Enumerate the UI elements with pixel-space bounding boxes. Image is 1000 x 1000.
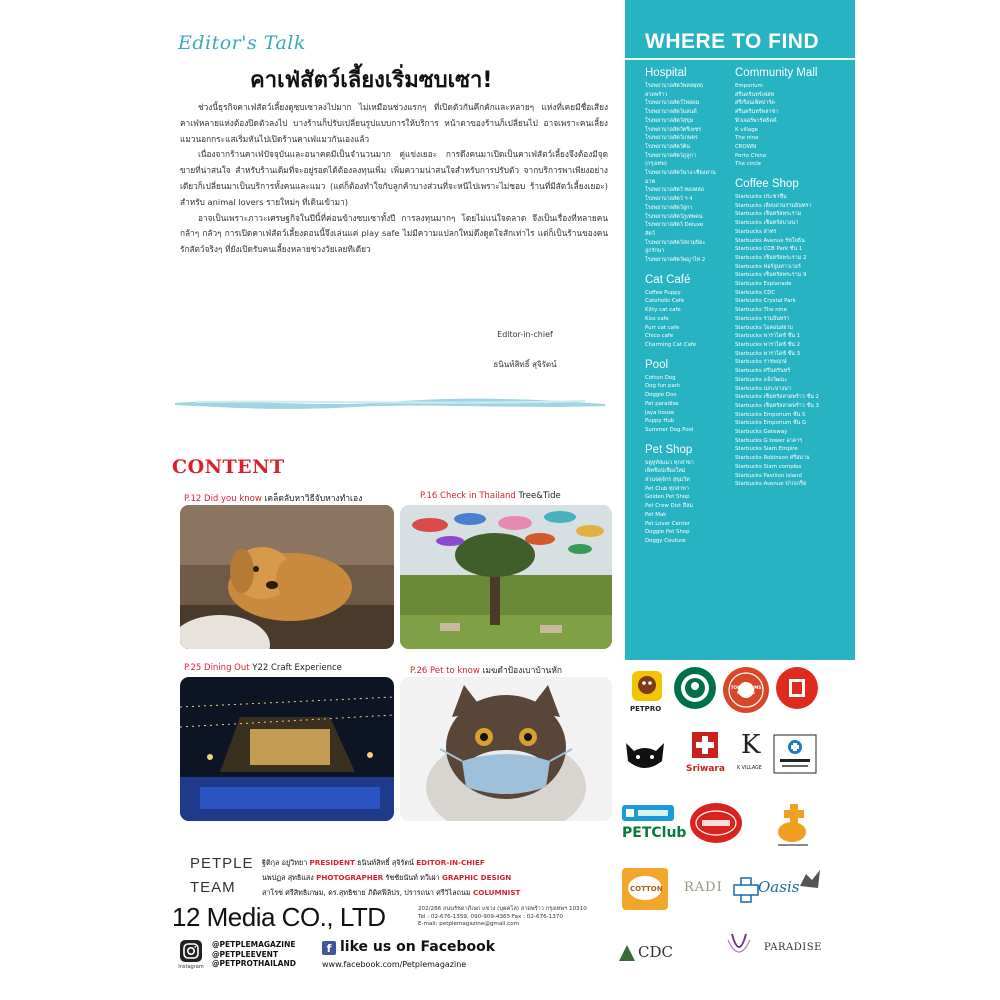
- umbrella-garden-photo[interactable]: [400, 505, 612, 649]
- location-item: Pet Mak: [645, 511, 667, 518]
- location-item: Doggie Doo: [645, 392, 677, 399]
- k-village-logo: [733, 730, 771, 778]
- location-item: Starbucks เซ็นทรัลพระราม 2: [735, 254, 807, 261]
- location-item: โรงพยาบาลสัตว์ตรีเพชร: [645, 126, 702, 133]
- pet-shop-list: [645, 459, 731, 546]
- team-line: [262, 885, 622, 900]
- location-item: Starbucks พาราไดซ์ ชั้น 2: [735, 341, 801, 348]
- location-item: (กรุงเทพ): [645, 161, 667, 168]
- dog-photo[interactable]: [180, 505, 394, 649]
- location-item: Starbucks เมกะบางนา: [735, 385, 791, 392]
- cotton-logo: [622, 868, 668, 910]
- location-item: Starbucks เซ็นทรัลลาดพร้าว ชั้น 3: [735, 402, 819, 409]
- location-item: Starbucks Esplanade: [735, 281, 792, 288]
- pool-heading: Pool: [645, 358, 669, 371]
- k-village-mark: K: [741, 730, 761, 760]
- cat-mask-photo[interactable]: [400, 677, 612, 821]
- location-item: Cotton Dog: [645, 374, 676, 381]
- instagram-handle[interactable]: @PETPLEEVENT: [212, 949, 279, 959]
- cdc-logo: [618, 940, 688, 964]
- team-title-line-1: PETPLE: [190, 855, 254, 872]
- member-name: รัชชัยนันท์ ทวีเผ่า: [383, 873, 442, 882]
- team-credits: [262, 855, 622, 900]
- team-line: [262, 855, 622, 870]
- location-item: โรงพยาบาลสัตว์ ทองหล่อ: [645, 187, 704, 194]
- location-item: Starbucks สาทร: [735, 228, 777, 235]
- community-mall-heading: Community Mall: [735, 67, 818, 79]
- location-item: Kitty cat cafe: [645, 307, 681, 314]
- location-item: Summer Dog Pool: [645, 426, 694, 433]
- location-item: มาต: [645, 178, 656, 185]
- title-underline: [625, 58, 855, 60]
- where-column-left: [645, 66, 731, 546]
- umbrella-garden-illustration: [400, 505, 612, 649]
- location-item: โรงพยาบาลสัตว์ภูเทพคน: [645, 213, 703, 220]
- starbucks-logo: [674, 667, 716, 709]
- team-title: [190, 852, 254, 900]
- location-item: Starbucks Emporium ชั้น 5: [735, 411, 806, 418]
- caption-page: P.25 Dining Out: [184, 663, 250, 673]
- dining-night-illustration: [180, 677, 394, 821]
- location-item: โรงพยาบาลสัตว์สยามปิยะ: [645, 239, 706, 246]
- location-item: The nine: [735, 135, 759, 142]
- location-item: Charming Cat Cafe: [645, 341, 697, 348]
- content-caption-1[interactable]: [184, 491, 362, 505]
- location-item: โรงพยาบาลสัตว์แลนด์: [645, 109, 697, 116]
- red-cafe-logo: [776, 667, 818, 709]
- member-role: PHOTOGRAPHER: [316, 873, 384, 882]
- hospital-list: [645, 82, 731, 265]
- location-item: Starbucks G tower อาคาร: [735, 437, 803, 444]
- member-name: นพปฏล สุทธิแสง: [262, 873, 317, 882]
- red-oval-logo: [690, 803, 742, 843]
- radi-logo: [680, 872, 730, 908]
- location-item: โรงพยาบาลสัตว์ ฯ 4: [645, 196, 693, 203]
- editors-talk-title: Editor's Talk: [178, 32, 306, 54]
- brush-divider: [175, 396, 605, 410]
- sriwara-wordmark: Sriwara: [686, 764, 725, 774]
- instagram-handle[interactable]: @PETPROTHAILAND: [212, 959, 296, 968]
- location-item: สวนจตุจักร สุขุมวิท: [645, 477, 690, 484]
- caption-page: P.12 Did you know: [184, 494, 262, 504]
- location-item: Pet Crew Dist สีลม: [645, 503, 693, 510]
- location-item: Starbucks แจ้งวัฒนะ: [735, 376, 788, 383]
- location-item: ศรีนครินทร์พลาซ่า: [735, 109, 779, 116]
- location-item: Starbucks CDC: [735, 289, 776, 296]
- social-links: [176, 940, 636, 980]
- cotton-wordmark: COTTON: [630, 885, 663, 893]
- location-item: Starbucks The nine: [735, 307, 787, 314]
- location-item: Puppy Hub: [645, 418, 675, 425]
- editor-signature: [440, 320, 610, 380]
- oasis-wordmark: Oasis: [758, 878, 800, 896]
- location-item: Starbucks Avenue รัชโยธิน: [735, 237, 805, 244]
- caption-sub: เมฆดำป้องเบาบ้านหัก: [482, 666, 563, 676]
- location-item: โรงพยาบาลสัตว์เกษตร: [645, 135, 698, 142]
- location-item: Starbucks Crystal Park: [735, 298, 796, 305]
- location-item: CROWN: [735, 143, 757, 150]
- location-item: Coffee Puppy: [645, 289, 681, 296]
- member-role: PRESIDENT: [309, 858, 355, 867]
- facebook-icon[interactable]: f: [322, 941, 336, 955]
- where-to-find-title: WHERE TO FIND: [645, 30, 820, 53]
- coffee-shop-list: [735, 193, 847, 489]
- location-item: สัตว์: [645, 230, 655, 237]
- location-item: Starbucks ราชพฤกษ์: [735, 359, 787, 366]
- location-item: Starbucks Siam complex: [735, 463, 802, 470]
- location-item: โรงพยาบาลสัตว์ลูกา: [645, 204, 693, 211]
- member-name: สาโรช ศรีสิทธิเกษม, ดร.สุทธิชาย ภิดิศฟีลิปร, ปรารถนา ศรีวิไลถนม: [262, 888, 473, 897]
- location-item: Starbucks รามอินทรา: [735, 315, 790, 322]
- tom-n-toms-wordmark: TOM N TOMS COFFEE: [730, 685, 762, 695]
- member-name: ธนินท์สิทธิ์ สุจิรัตน์: [354, 858, 417, 867]
- location-item: ศรีนครินทร์เฟสท: [735, 91, 775, 98]
- instagram-label: Instagram: [178, 964, 204, 970]
- phone-line: Tel : 02-676-1359, 090-909-4365 Fax : 02-676-1370: [418, 913, 563, 920]
- instagram-icon[interactable]: [180, 940, 202, 962]
- pet-club-wordmark: [622, 825, 686, 841]
- k-village-wordmark: K VILLAGE: [737, 766, 762, 771]
- location-item: Chico cafe: [645, 333, 674, 340]
- caption-page: P.16 Check in Thailand: [420, 491, 516, 501]
- caption-sub: Y22 Craft Experience: [252, 663, 342, 673]
- content-caption-2[interactable]: [420, 491, 561, 501]
- location-item: Golden Pet Shop: [645, 494, 690, 501]
- location-item: Starbucks เซ็นทรัลพระราม: [735, 211, 802, 218]
- pet-club-logo: [622, 805, 687, 847]
- facebook-url[interactable]: www.facebook.com/Petplemagazine: [322, 960, 467, 969]
- team-title-line-2: TEAM: [190, 879, 236, 896]
- location-item: Starbucks เซ็นทรัลบางนา: [735, 220, 799, 227]
- location-item: Starbucks Siam Empire: [735, 446, 798, 453]
- location-item: ศรีเรือนเพ็ทปาร์ค: [735, 100, 775, 107]
- dining-night-photo[interactable]: [180, 677, 394, 821]
- location-item: K village: [735, 126, 758, 133]
- location-item: Kiss cafe: [645, 315, 669, 322]
- sriwara-logo: [680, 730, 730, 780]
- member-role: EDITOR-IN-CHIEF: [416, 858, 485, 867]
- caption-page: P.26 Pet to know: [410, 666, 480, 676]
- location-item: Starbucks Avenue ปากเกร็ด: [735, 481, 807, 488]
- cat-cafe-heading: Cat Café: [645, 273, 691, 286]
- hospital-heading: Hospital: [645, 67, 687, 79]
- location-item: Dog fun park: [645, 383, 681, 390]
- oasis-logo: [732, 868, 822, 908]
- location-item: Doggy Couture: [645, 537, 686, 544]
- dog-illustration: [180, 505, 394, 649]
- location-item: Pet Lover Center: [645, 520, 690, 527]
- location-item: เพ็ทช็อปเชียงใหม่: [645, 468, 686, 475]
- location-item: Pet paradise: [645, 400, 679, 407]
- instagram-handles: [212, 940, 296, 969]
- content-caption-3[interactable]: [184, 663, 342, 673]
- paradise-wordmark: PARADISE: [764, 942, 822, 953]
- cat-mask-illustration: [400, 677, 612, 821]
- pet-club-word-pet: PET: [622, 825, 652, 841]
- orange-dog-logo: [770, 802, 816, 850]
- location-item: โรงพยาบาลสัตว์ภูลูกา: [645, 152, 696, 159]
- content-caption-4[interactable]: [410, 663, 562, 677]
- location-item: Starbucks ฟอร์จูนทาวเวอร์: [735, 263, 801, 270]
- member-name: ฐิติกุล อยู่วิทยา: [262, 858, 310, 867]
- location-item: Catoholic Cafe: [645, 298, 685, 305]
- pool-list: [645, 374, 731, 435]
- company-name: 12 Media CO., LTD: [172, 902, 386, 932]
- editorial-paragraph: อาจเป็นเพราะภาวะเศรษฐกิจในปีนี้ที่ค่อนข้างซบเซาทั้งปี การลงทุนมากๆ โดยไม่แน่ใจตลาด จึงเป็นเรื่องที่หลายคนกล้าๆ กลัวๆ การเปิดคาเฟ่สัตว์เลี้ยงตอนนี้จึงเล่นแค่ play safe ไม่มีความแปลกใหม่ดึงดูดใจสักเท่าไร แต่ก็เป็นร้านของคนรักสัตว์จริงๆ ที่ยังเปิดรับคนเลี้ยงหลายช่วงวัยเลยทีเดียว: [180, 212, 608, 255]
- location-item: Emporium: [735, 83, 763, 89]
- vanilla-logo: [722, 930, 756, 970]
- cat-cafe-list: [645, 289, 731, 350]
- location-item: Starbucks เซ็นทรัลพระราม 9: [735, 272, 807, 279]
- editorial-body: [180, 100, 608, 258]
- caption-sub: เคล็ดลับหาวิธีจับหางทำเอง: [264, 494, 363, 504]
- location-item: Starbucks CCB Park ชั้น 1: [735, 246, 803, 253]
- location-item: โรงพยาบาลสัตว์นาง-เชียงคาน: [645, 170, 716, 177]
- member-role: GRAPHIC DESIGN: [441, 873, 512, 882]
- coffee-shop-heading: Coffee Shop: [735, 178, 799, 191]
- radi-wordmark: RADI: [684, 880, 723, 895]
- team-line: [262, 870, 622, 885]
- location-item: Starbucks ศรีนครินทร์: [735, 368, 791, 375]
- location-item: Starbucks Gateway: [735, 429, 788, 436]
- location-item: ฟิวเจอร์พาร์คธิคค์: [735, 117, 777, 124]
- location-item: โรงพยาบาลสัตว์ไทยคม: [645, 100, 700, 107]
- location-item: โรงพยาบาลสัตว์พญาไท 2: [645, 257, 706, 264]
- location-item: Purr cat cafe: [645, 324, 680, 331]
- where-column-right: [735, 66, 847, 489]
- tom-n-toms-logo: [723, 667, 769, 713]
- location-item: Starbucks เลียบด่วนรามอินทรา: [735, 202, 812, 209]
- location-item: Jaya house: [645, 409, 675, 416]
- company-address: [418, 906, 638, 929]
- location-item: Starbucks Robinson ศรีสมาน: [735, 455, 810, 462]
- paradise-logo: [760, 940, 826, 964]
- address-line: 202/286 ถนนรัชดาภิเษก แขวง (บุคคโล) ลาดพร้าว กรุงเทพฯ 10310: [418, 906, 587, 912]
- petpro-logo: [628, 665, 668, 717]
- where-to-find-panel: [625, 0, 855, 660]
- pet-hospital-logo: [772, 733, 818, 775]
- location-item: The circle: [735, 161, 762, 168]
- member-role: COLUMNIST: [472, 888, 521, 897]
- editorial-headline: คาเฟ่สัตว์เลี้ยงเริ่มซบเซา!: [250, 68, 493, 93]
- location-item: Pet Club ทุกสาขา: [645, 485, 689, 492]
- signature-role: Editor-in-chief: [497, 330, 553, 339]
- community-mall-list: [735, 82, 847, 169]
- location-item: Starbucks เซ็นทรัลลาดพร้าว ชั้น 2: [735, 394, 819, 401]
- content-title: CONTENT: [172, 456, 285, 478]
- location-item: ลาดพร้าว: [645, 91, 668, 98]
- location-item: โรงพยาบาลสัตว์ Deluxe: [645, 222, 704, 229]
- location-item: Starbucks พาราไดซ์ ชั้น 3: [735, 350, 801, 357]
- petpro-wordmark: PETPRO: [630, 705, 662, 713]
- pet-club-word-club: Club: [651, 825, 687, 841]
- location-item: โรงพยาบาลสัตว์พหลยุทธ: [645, 83, 704, 89]
- location-item: โรงพยาบาลสัตว์ต้น: [645, 143, 690, 150]
- location-item: Doggie Pet Shop: [645, 529, 690, 536]
- instagram-handle[interactable]: @PETPLEMAGAZINE: [212, 940, 296, 949]
- cdc-wordmark: CDC: [638, 943, 673, 961]
- black-cat-logo: [622, 735, 668, 775]
- editorial-paragraph: เนื่องจากร้านคาเฟ่ปัจจุบันและอนาคตมีเป็นจำนวนมาก คู่แข่งเยอะ การดึงคนมาเปิดเป็นคาเฟ่สัตว์เลี้ยงจึงต้องมีจุดขายที่น่าสนใจ สำหรับร้านเดิมที่จะอยู่รอดได้ต้องลงทุนเพิ่ม เพิ่มความน่าสนใจสำหรับการปรับตัว จากบริการพาเพียงอย่างเดียวก็เปลี่ยนมาเป็นบริการทั้งคนและแมว (แต่ก็ต้องทำใจกับลูกค้าบางส่วนที่จะหนีไปเพราะไม่ชอบ ร้านที่มีสัตว์เลี้ยงเยอะ) สำหรับ animal lovers รายใหม่ๆ ที่เดินเข้ามา): [180, 149, 608, 207]
- location-item: Porto Chino: [735, 152, 767, 159]
- location-item: บลูทูทัสแมว ทุกสาขา: [645, 459, 694, 466]
- caption-sub: Tree&Tide: [518, 491, 561, 501]
- location-item: ลูกรักษา: [645, 248, 665, 255]
- location-item: Starbucks Emporium ชั้น G: [735, 420, 807, 427]
- location-item: โรงพยาบาลสัตว์สุขุม: [645, 117, 694, 124]
- editorial-paragraph: ช่วงนี้ธุรกิจคาเฟ่สัตว์เลี้ยงดูซบเซาลงไปมาก ไม่เหมือนช่วงแรกๆ ที่เปิดตัวกันคึกคักและหลายๆ แห่งที่เคยมีชื่อเสียง คาเฟ่หลายแห่งต้องปิดตัวลงไป บางร้านก็ปรับเปลี่ยนรูปแบบการให้บริการ หน้าตาของร้านก็เปลี่ยนไป อาจเพราะคนเลี้ยงแมวนอกกระแสเริ่มหันไปเปิดร้านคาเฟ่แมวกันเองแล้ว: [180, 102, 608, 144]
- facebook-cta[interactable]: like us on Facebook: [340, 939, 496, 955]
- location-item: Starbucks Pavilion island: [735, 472, 802, 479]
- location-item: Starbucks ประชาชื่น: [735, 194, 787, 201]
- signature-name: ธนินท์สิทธิ์ สุจิรัตน์: [493, 360, 557, 369]
- location-item: Starbucks พาราไดซ์ ชั้น 1: [735, 333, 801, 340]
- location-item: Starbucks ไอคอนสยาม: [735, 324, 794, 331]
- email-line[interactable]: E-mail: petplemagazine@gmail.com: [418, 921, 520, 928]
- pet-shop-heading: Pet Shop: [645, 443, 693, 456]
